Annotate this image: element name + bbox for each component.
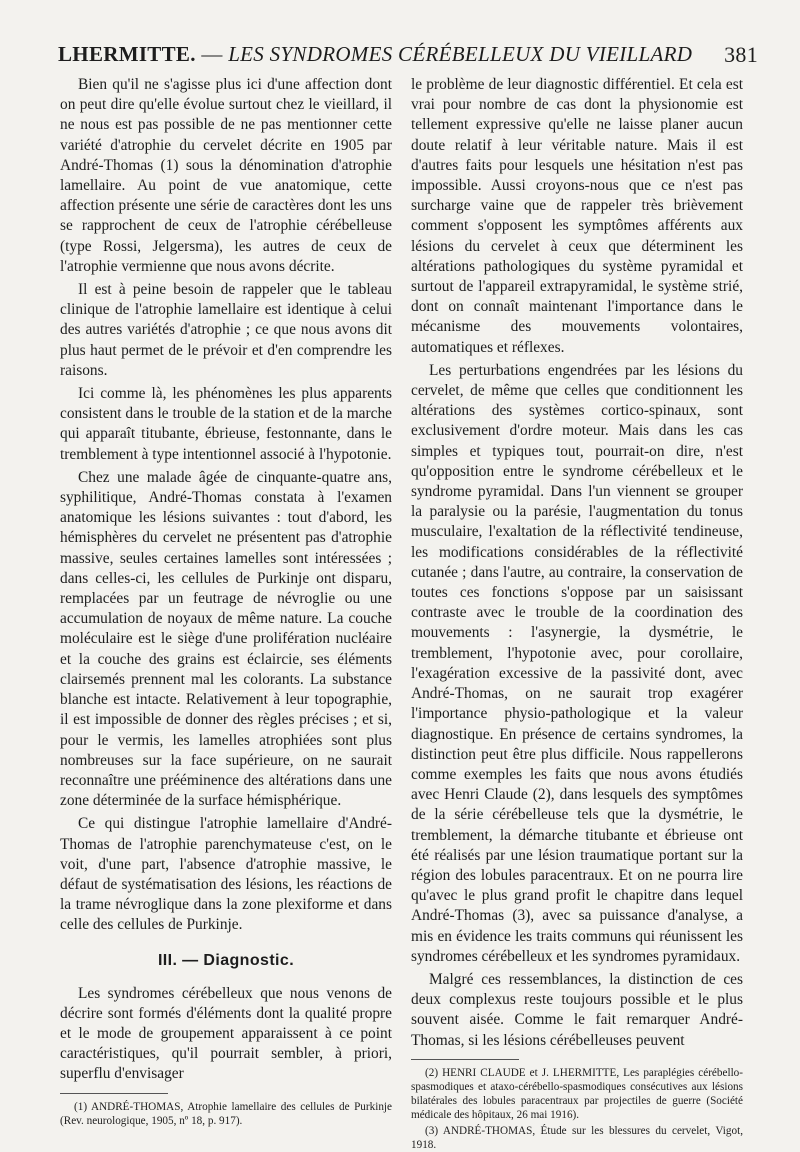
paragraph: Les syndromes cérébelleux que nous venons de décrire sont formés d'éléments dont la qualité propre et le mode de groupement apparaissent à ce point caractéristiques, qu'il pourrait sembler, à priori, superflu d'envisager xyxy=(60,984,392,1083)
header-dash: — xyxy=(195,42,229,66)
footnote: (2) HENRI CLAUDE et J. LHERMITTE, Les paraplégies cérébello-spasmodiques et ataxo-cérébello-spasmodiques consécutives aux lésions bilatérales des lobules paracentraux par projectiles de guerre (Société médicale des hôpitaux, 26 mai 1916). xyxy=(411,1066,743,1121)
paragraph: Ce qui distingue l'atrophie lamellaire d'André-Thomas de l'atrophie parenchymateuse c'est, on le voit, d'une part, l'absence d'atrophie massive, le défaut de systématisation des lésions, les réactions de la trame névroglique dans la zone plexiforme et dans celle des cellules de Purkinje. xyxy=(60,815,392,934)
paragraph: Malgré ces ressemblances, la distinction de ces deux complexus reste toujours possible et le plus souvent aisée. Comme le fait remarquer André-Thomas, si les lésions cérébelleuses peuvent xyxy=(411,970,743,1049)
running-header xyxy=(58,42,758,70)
paragraph: Ici comme là, les phénomènes les plus apparents consistent dans le trouble de la station et de la marche qui apparaît titubante, ébrieuse, festonnante, dans le tremblement à type intentionnel associé à l'hypotonie. xyxy=(60,385,392,463)
footnote-rule xyxy=(60,1093,168,1094)
page-number: 381 xyxy=(724,42,758,67)
paragraph: Les perturbations engendrées par les lésions du cervelet, de même que celles que conditionnent les altérations des systèmes cortico-spinaux, sont exclusivement d'ordre moteur. Mais dans les cas simples et typiques tout, pourrait-on dire, n'est qu'opposition entre le syndrome cérébelleux et le syndrome pyramidal. Dans l'un viennent se grouper la paralysie ou la parésie, l'augmentation du tonus musculaire, l'exaltation de la réflectivité tendineuse, les modifications considérables de la réflectivité cutanée ; dans l'autre, au contraire, la conservation de toutes ces fonctions s'oppose par un saisissant contraste avec le trouble de la coordination des mouvements : l'asynergie, la dysmétrie, le tremblement, l'hypotonie avec, pour corollaire, l'exagération excessive de la passivité dont, avec André-Thomas, on ne saurait trop exagérer l'importance physio-pathologique et la valeur diagnostique. En présence de certains syndromes, la distinction peut être plus difficile. Nous rappellerons comme exemples les faits que nous avons étudiés avec Henri Claude (2), dans lesquels des symptômes de la série cérébelleuse tels que la dysmétrie, le tremblement, la démarche titubante et ébrieuse ont été réalisés par une lésion traumatique portant sur la région des lobules paracentraux. Et on ne pourra lire qu'avec le plus grand profit le chapitre dans lequel André-Thomas (3), avec sa puissance d'analyse, a mis en évidence les traits communs qui réunissent les syndromes cérébelleux et les syndromes pyramidaux. xyxy=(411,361,743,965)
footnote: (1) ANDRÉ-THOMAS, Atrophie lamellaire des cellules de Purkinje (Rev. neurologique, 1905, nº 18, p. 917). xyxy=(60,1100,392,1127)
paragraph: le problème de leur diagnostic différentiel. Et cela est vrai pour nombre de cas dont la physionomie est tellement expressive qu'elle ne laisse planer aucun doute relatif à leur véritable nature. Mais il est d'autres faits pour lesquels une hésitation n'est pas impossible. Aussi croyons-nous que ce n'est pas surcharge vaine que de rappeler très brièvement comment s'opposent les symptômes afférents aux lésions du cervelet à ceux que déterminent les altérations pathologiques du système pyramidal et surtout de l'appareil extrapyramidal, le système strié, dont on connaît maintenant l'importance dans le mécanisme des mouvements volontaires, automatiques et réflexes. xyxy=(411,76,743,356)
header-title: LES SYNDROMES CÉRÉBELLEUX DU VIEILLARD xyxy=(228,42,693,66)
paragraph: Chez une malade âgée de cinquante-quatre ans, syphilitique, André-Thomas constata à l'examen anatomique les lésions suivantes : tout d'abord, les hémisphères du cervelet ne présentent pas d'atrophie massive, seules certaines lamelles sont intéressées ; dans celles-ci, les cellules de Purkinje ont disparu, remplacées par un feutrage de névroglie ou une accumulation de noyaux de même nature. La couche moléculaire est le siège d'une prolifération nucléaire et la couche des grains est éclaircie, ses éléments clairsemés prennent mal les colorants. La substance blanche est intacte. Relativement à leur topographie, il est impossible de donner des règles précises ; et si, pour le vermis, les lamelles atrophiées sont plus nombreuses sur la face supérieure, on ne saurait reconnaître une prééminence des altérations dans une zone déterminée de la surface hémisphérique. xyxy=(60,468,392,810)
footnote-rule xyxy=(411,1059,519,1060)
footnote: (3) ANDRÉ-THOMAS, Étude sur les blessures du cervelet, Vigot, 1918. xyxy=(411,1124,743,1151)
section-heading: III. — Diagnostic. xyxy=(157,951,295,969)
header-author: LHERMITTE. xyxy=(58,42,196,66)
paragraph: Il est à peine besoin de rappeler que le tableau clinique de l'atrophie lamellaire est identique à celui des autres variétés d'atrophie ; ce que nous avons dit plus haut permet de le prévoir et d'en comprendre les raisons. xyxy=(60,281,392,379)
right-column xyxy=(411,75,743,1152)
paragraph: Bien qu'il ne s'agisse plus ici d'une affection dont on peut dire qu'elle évolue surtout chez le vieillard, il ne nous est pas possible de ne pas mentionner cette variété d'atrophie du cervelet décrite en 1905 par André-Thomas (1) sous la dénomination d'atrophie lamellaire. Au point de vue anatomique, cette affection présente une série de caractères dont les uns se rapprochent de ceux de l'atrophie cérébelleuse (type Rossi, Jelgersma), les autres de ceux de l'atrophie vermienne que nous avons décrite. xyxy=(60,76,392,275)
left-column xyxy=(60,75,392,1128)
